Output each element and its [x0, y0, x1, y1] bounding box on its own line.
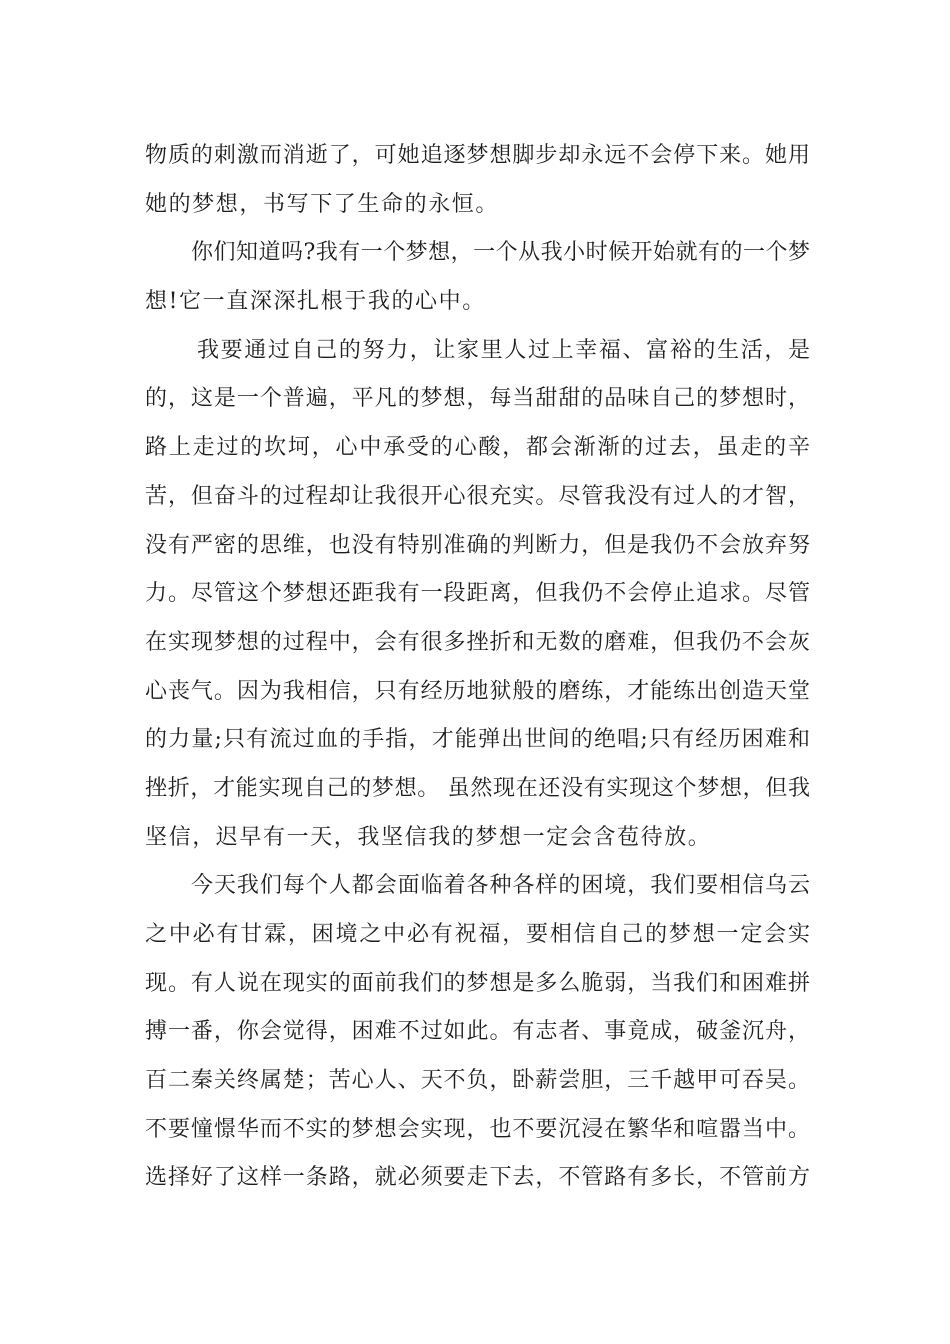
- text-line: 百二秦关终属楚；苦心人、天不负，卧薪尝胆，三千越甲可吞吴。: [145, 1068, 810, 1094]
- text-line: 力。尽管这个梦想还距我有一段距离，但我仍不会停止追求。尽管: [145, 581, 810, 607]
- paragraph-2: [145, 229, 810, 326]
- text-line: 今天我们每个人都会面临着各种各样的困境，我们要相信乌云: [191, 873, 810, 899]
- text-line: 的力量;只有流过血的手指，才能弹出世间的绝唱;只有经历困难和: [145, 727, 810, 753]
- text-line: 的，这是一个普遍，平凡的梦想，每当甜甜的品味自己的梦想时，: [145, 386, 810, 412]
- paragraph-4: [145, 862, 810, 1203]
- text-line: 在实现梦想的过程中，会有很多挫折和无数的磨难，但我仍不会灰: [145, 629, 810, 655]
- text-line: 想!它一直深深扎根于我的心中。: [145, 289, 486, 315]
- text-line: 坚信，迟早有一天，我坚信我的梦想一定会含苞待放。: [145, 824, 712, 850]
- text-line: 现。有人说在现实的面前我们的梦想是多么脆弱，当我们和困难拼: [145, 970, 810, 996]
- text-line: 心丧气。因为我相信，只有经历地狱般的磨练，才能练出创造天堂: [145, 678, 810, 704]
- document-body: [145, 132, 810, 1203]
- paragraph-1: [145, 132, 810, 229]
- text-line: 之中必有甘霖，困境之中必有祝福，要相信自己的梦想一定会实: [145, 922, 810, 947]
- text-line: 物质的刺激而消逝了，可她追逐梦想脚步却永远不会停下来。她用: [145, 143, 810, 168]
- text-line: 你们知道吗?我有一个梦想，一个从我小时候开始就有的一个梦: [191, 240, 810, 266]
- text-line: 路上走过的坎坷，心中承受的心酸，都会渐渐的过去，虽走的辛: [145, 435, 810, 461]
- paragraph-3: [145, 327, 810, 863]
- text-line: 苦，但奋斗的过程却让我很开心很充实。尽管我没有过人的才智，: [145, 483, 810, 509]
- text-line: 我要通过自己的努力，让家里人过上幸福、富裕的生活，是: [197, 337, 810, 363]
- text-line: 不要憧憬华而不实的梦想会实现，也不要沉浸在繁华和喧嚣当中。: [145, 1116, 810, 1142]
- text-line: 搏一番，你会觉得，困难不过如此。有志者、事竟成，破釜沉舟，: [145, 1019, 810, 1045]
- text-line: 选择好了这样一条路，就必须要走下去，不管路有多长，不管前方: [145, 1165, 810, 1191]
- text-line: 挫折，才能实现自己的梦想。 虽然现在还没有实现这个梦想，但我: [145, 775, 810, 801]
- text-line: 她的梦想，书写下了生命的永恒。: [145, 191, 500, 217]
- text-line: 没有严密的思维，也没有特别准确的判断力，但是我仍不会放弃努: [145, 532, 810, 558]
